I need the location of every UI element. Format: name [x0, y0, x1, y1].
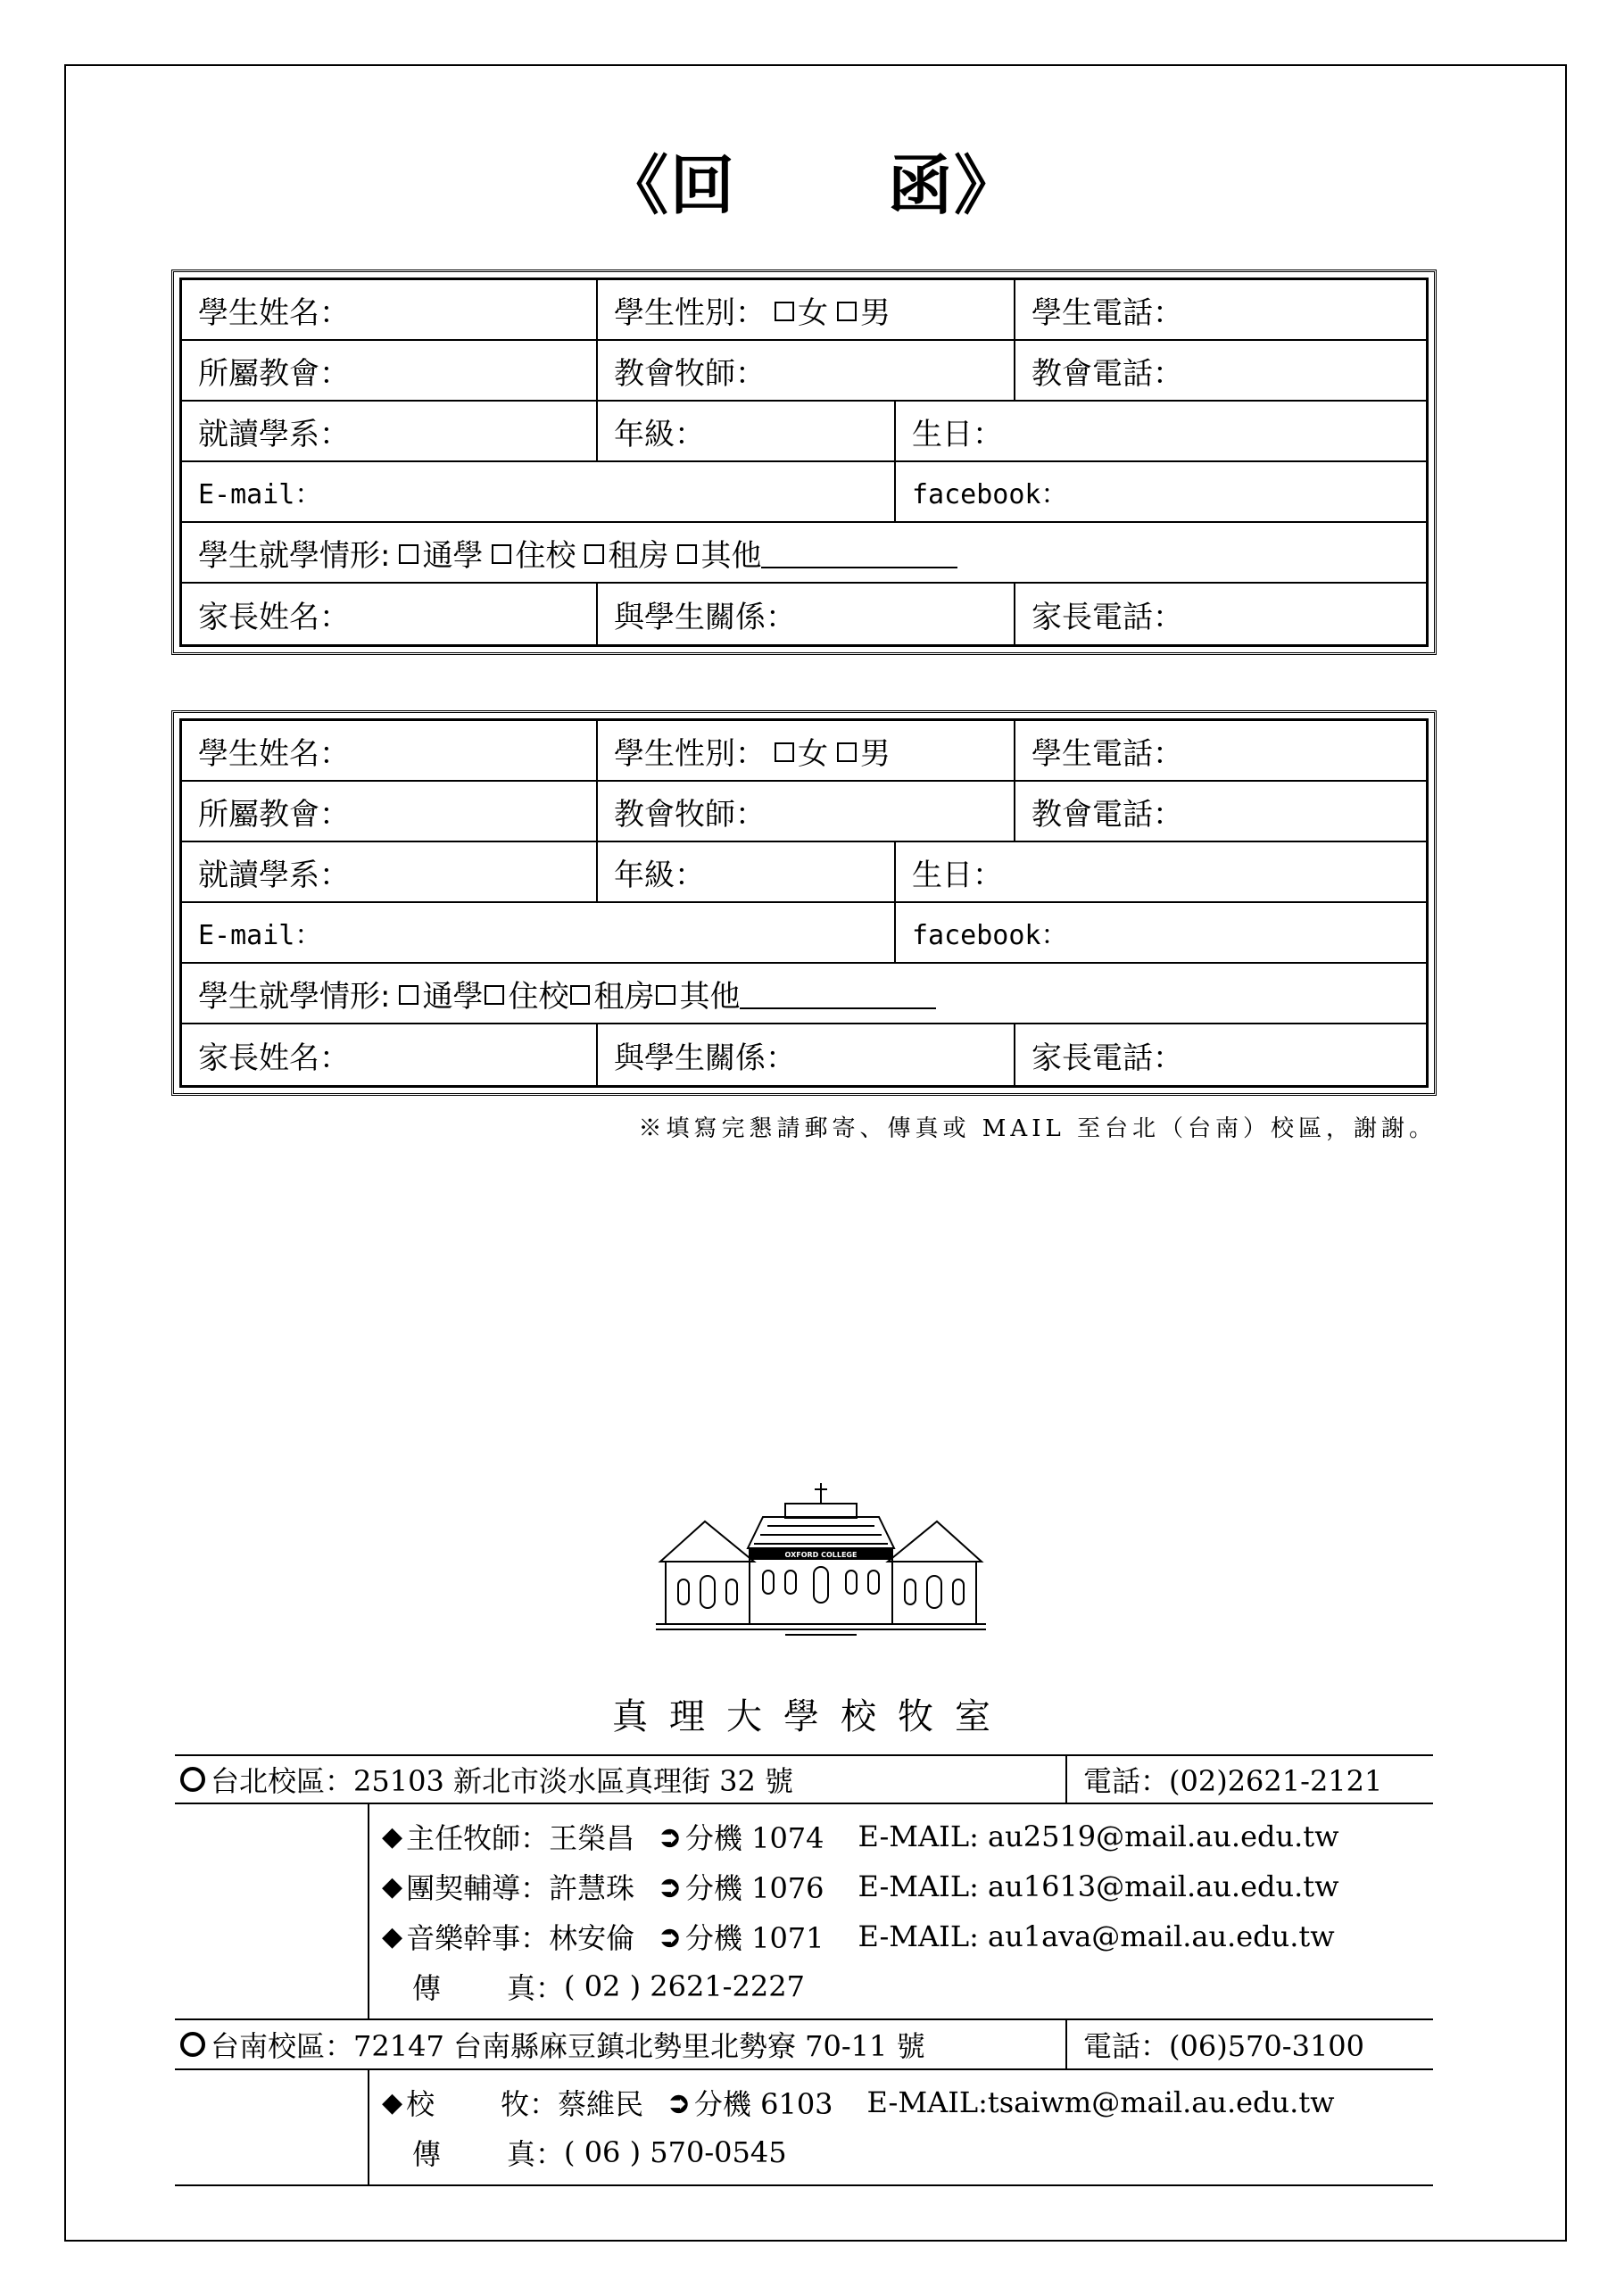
mailing-note: ※填寫完懇請郵寄、傳真或 MAIL 至台北（台南）校區，謝謝。 — [638, 1115, 1437, 1142]
contact-line: ◆ 校 牧：蔡維民 ➲ 分機 6103 E-MAIL:tsaiwm@mail.au.edu.tw — [382, 2085, 1335, 2121]
taipei-contacts — [175, 1804, 1433, 2020]
department-field[interactable]: 就讀學系： — [182, 842, 598, 901]
contact-line: ◆ 音樂幹事：林安倫 ➲ 分機 1071 E-MAIL: au1ava@mail.au.edu.tw — [382, 1919, 1335, 1955]
female-checkbox[interactable] — [775, 742, 794, 762]
rent-checkbox[interactable] — [570, 985, 590, 1005]
diamond-bullet-icon: ◆ — [382, 1870, 403, 1902]
arrow-icon: ➲ — [658, 1869, 682, 1903]
department-field[interactable]: 就讀學系： — [182, 402, 598, 460]
dorm-checkbox[interactable] — [485, 985, 504, 1005]
facebook-field[interactable]: facebook： — [912, 479, 1068, 510]
study-status-field[interactable]: 學生就學情形: 通學 住校 租房 其他 — [182, 964, 1426, 1023]
pastor-field[interactable]: 教會牧師： — [598, 782, 1015, 841]
email-field[interactable]: E-mail： — [182, 903, 896, 962]
dorm-checkbox[interactable] — [492, 544, 511, 564]
relation-field[interactable]: 與學生關係： — [598, 1024, 1015, 1085]
arrow-icon: ➲ — [658, 1919, 682, 1953]
taipei-campus-row: 台北校區：25103 新北市淡水區真理街 32 號 電話：(02)2621-2121 — [175, 1754, 1433, 1804]
diamond-bullet-icon: ◆ — [382, 1920, 403, 1952]
student-phone-field[interactable]: 學生電話： — [1032, 294, 1183, 331]
other-checkbox[interactable] — [677, 544, 697, 564]
parent-name-field[interactable]: 家長姓名： — [182, 584, 598, 644]
commute-checkbox[interactable] — [399, 544, 418, 564]
fax-line: 傳 真： ( 06 ) 570-0545 — [412, 2135, 787, 2171]
reply-form-2 — [171, 710, 1437, 1096]
tainan-phone: 電話：(06)570-3100 — [1083, 2029, 1365, 2063]
email-field[interactable]: E-mail： — [182, 462, 896, 521]
commute-checkbox[interactable] — [399, 985, 418, 1005]
arrow-icon: ➲ — [667, 2085, 691, 2119]
parent-phone-field[interactable]: 家長電話： — [1032, 1040, 1183, 1076]
birthday-field[interactable]: 生日： — [912, 416, 1003, 452]
study-status-field[interactable]: 學生就學情形: 通學 住校 租房 其他 — [182, 523, 1426, 582]
parent-phone-field[interactable]: 家長電話： — [1032, 599, 1183, 635]
pastor-field[interactable]: 教會牧師： — [598, 341, 1015, 400]
fax-line: 傳 真： ( 02 ) 2621-2227 — [412, 1969, 805, 2005]
contact-table — [175, 1754, 1433, 2186]
relation-field[interactable]: 與學生關係： — [598, 584, 1015, 644]
tainan-contacts — [175, 2070, 1433, 2186]
parent-name-field[interactable]: 家長姓名： — [182, 1024, 598, 1085]
reply-form-1 — [171, 269, 1437, 655]
diamond-bullet-icon: ◆ — [382, 2086, 403, 2118]
page-title: 《回 函》 — [603, 147, 1021, 223]
diamond-bullet-icon: ◆ — [382, 1820, 403, 1853]
building-sign-text: OXFORD COLLEGE — [784, 1551, 858, 1559]
arrow-icon: ➲ — [658, 1819, 682, 1853]
circle-bullet-icon — [180, 1767, 205, 1792]
contact-line: ◆ 主任牧師：王榮昌 ➲ 分機 1074 E-MAIL: au2519@mail.au.edu.tw — [382, 1819, 1339, 1855]
church-phone-field[interactable]: 教會電話： — [1032, 355, 1183, 392]
facebook-field[interactable]: facebook： — [912, 920, 1068, 951]
male-checkbox[interactable] — [837, 742, 857, 762]
student-gender-field[interactable]: 學生性別： 女 男 — [598, 721, 1015, 780]
other-checkbox[interactable] — [656, 985, 675, 1005]
other-blank[interactable] — [740, 977, 936, 1009]
grade-field[interactable]: 年級： — [598, 842, 896, 901]
other-blank[interactable] — [761, 536, 957, 568]
student-name-field[interactable]: 學生姓名： — [182, 280, 598, 339]
taipei-phone: 電話：(02)2621-2121 — [1083, 1764, 1383, 1798]
campus-building-illustration — [651, 1481, 990, 1642]
student-gender-field[interactable]: 學生性別： 女 男 — [598, 280, 1015, 339]
tainan-campus-row: 台南校區：72147 台南縣麻豆鎮北勢里北勢寮 70-11 號 電話：(06)570-3100 — [175, 2020, 1433, 2070]
student-name-field[interactable]: 學生姓名： — [182, 721, 598, 780]
church-field[interactable]: 所屬教會： — [182, 782, 598, 841]
female-checkbox[interactable] — [775, 302, 794, 321]
contact-line: ◆ 團契輔導：許慧珠 ➲ 分機 1076 E-MAIL: au1613@mail.au.edu.tw — [382, 1869, 1339, 1905]
grade-field[interactable]: 年級： — [598, 402, 896, 460]
church-phone-field[interactable]: 教會電話： — [1032, 796, 1183, 833]
student-phone-field[interactable]: 學生電話： — [1032, 735, 1183, 772]
male-checkbox[interactable] — [837, 302, 857, 321]
chaplain-office-title: 真理大學校牧室 — [612, 1696, 1012, 1737]
church-field[interactable]: 所屬教會： — [182, 341, 598, 400]
rent-checkbox[interactable] — [584, 544, 604, 564]
circle-bullet-icon — [180, 2032, 205, 2057]
birthday-field[interactable]: 生日： — [912, 857, 1003, 893]
